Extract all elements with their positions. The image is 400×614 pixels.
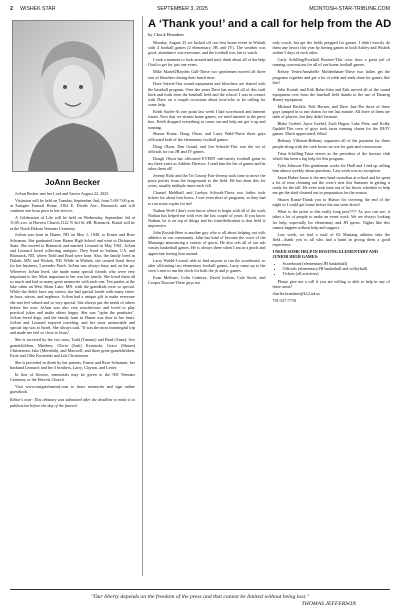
issue-date: SEPTEMBER 3, 2025 (156, 6, 208, 12)
article-paragraph: Evan Mellmer, Colin Crabtree, David Jochim, Cole Stock, and Cooper Doosan-These guys not (148, 274, 266, 285)
obituary-paragraph: A Celebration of Life will be held on Wednesday, September 3rd at 11:00 a.m. at Harvest Church,1122 N 3rd St, #B, Bismarck. Burial will be at the North Dakota Veterans Cemetery. (10, 215, 135, 231)
article-paragraph: Mike Martell/Rayden Gall-These two gentlemen moved all three sets of bleachers during their lunch time. (148, 69, 266, 80)
footer-quote (10, 589, 390, 608)
obituary-paragraph: She is survived by her two sons, Todd (Tammy) and Brad (Anne); five grandchildren, Matthew, Olivia (Josh) Kosienski, Grace (Shawn) Christensen, Jake (Meredith), and Maxwell; and three great-grandchildren, Essie and Ollie Kosienski and Lila Christensen. (10, 337, 135, 358)
article-paragraph: Chantel Mehlhaff and Laekyn Schwab-These two ladies took tickets for about four hours. I was even short of programs, so they had to run some copies for me! (148, 190, 266, 206)
website-link[interactable]: MCINTOSH-STAR-TRIBUNE.COM (309, 6, 390, 12)
help-heading: I NEED SOME HELP IN HOSTING ELEMENTARY AND JUNIOR HIGH GAMES: (272, 248, 378, 260)
article-paragraph: Carly Schilling/Football Booster-This crew does a great job of running concessions for all of our home football games. (272, 57, 390, 68)
article-paragraph: Dough Olson has officiated EVERY sub-varsity football game in my three years as Athletic Director. I send him the list of games and he takes them all! (148, 155, 266, 172)
article-byline: by Chuck Brandner (148, 32, 184, 37)
obituary-paragraph: JoAnn was born in Hazen, ND on May 1, 1940, to Ernest and Rose Schramm. She graduated from Hazen High School and went to Dickinson State. She moved to Bismarck and married Leonard in May 1961. JoAnn and Leonard loved collecting antiques. They lived in Salinas, CA, and Bismarck, ND, where Todd and Brad were born. Also, the family lived in Duluth, MN, and Wishek, ND. While in Wishek, she created floral decor for her business, Lavender Patch. JoAnn was always busy and on the go. Wherever JoAnn lived, she made many special friends who were very important to her. Most important to her was her family. She loved them all so much and had so many great memories with each one. Tea parties at the lake cabin on West Silent Lake, MN, with the grandkids were so special. While she didn't have any sisters, she had special bonds with many sister-in-laws, nieces, and nephews. JoAnn had a unique gift to make everyone she met feel valued and so very special. She always put the needs of others before her own. JoAnn was also very mischievous and loved to play practical jokes and make others happy. She was "quite the prankster". JoAnn loved dogs, and the family farm in Hazen was dear to her heart. JoAnn and Leonard enjoyed traveling, and her most memorable and special trip was to Israel. She always said, "It was the most meaningful trip and made me feel so close to Jesus". (10, 232, 135, 336)
article-paragraph: Shawn Kuntz, Doug Olson, and Larry Wald-These three guys officiated both of the elementary football games. (148, 131, 266, 142)
obituary-portrait-photo (12, 20, 134, 172)
article-paragraph: Jeremy Rohr and the Tri County Fair-Jeremy took time to move the porta potties from the fairgrounds to the field. He has done this for years, usually multiple times each fall. (148, 172, 266, 189)
quote-text: "Our liberty depends on the freedom of the press and that cannot be limited without being lost." (91, 594, 309, 600)
article-body (148, 40, 390, 305)
article-paragraph: Last week, we had a total of 65 Mustang athletes take the field....thank you to all who had a hand in giving them a good experience. (272, 231, 390, 248)
article-paragraph: Monday, August 25 we kicked off our first home event in Wishek with 4 football games (2 elementary, JH, and JV). The weather was good, attendance was awesome, and the football was fun to watch. (148, 40, 266, 56)
column-divider (142, 16, 143, 576)
obituary-paragraph: She is preceded in death by her parents, Ernest and Rose Schramm; her husband Leonard; and her 3 brothers, Larry, Clayton, and Lester. (10, 359, 135, 370)
obituary-name: JoAnn Becker (44, 178, 101, 187)
article-paragraph: Bethany Villasurt-Bethany organizes all of the payment for these people along with the cash boxes we use for gate and concessions. (272, 138, 390, 149)
article-paragraph: Dave Salwei-Our sound equipment and bleachers are shared with the baseball program. Over the years Dave has moved all of this stuff back and forth from the baseball field and the school. I was in contact with Dave on a couple occasions about how/who to be calling for some help. (148, 81, 266, 108)
section-name: WISHEK STAR (20, 6, 56, 12)
article-column-2 (273, 40, 391, 305)
obituary-paragraph: JoAnn Becker met her Lord and Savior August 22, 2025. (15, 191, 110, 196)
masthead-left (10, 6, 55, 12)
help-list-item: • Tickets (all activities) (283, 271, 391, 276)
article-paragraph: John Kosiak-Here is another guy who is all about helping out with athletics in our community. John has kind of become the voice of the Mustangs announcing a variety of sports. He also refs all of our sub varsity basketball games. He is always there when I am in a pinch and appreciate having him around. (148, 229, 266, 256)
article-paragraph: only coach, but get the fields prepped for games. I didn't exactly do them any favors this year by having games in both Ashley and Wishek within 5 days of each other. (272, 40, 390, 56)
obituary-text (10, 191, 135, 408)
article-paragraph: Jason Huber-Jason is the new head custodian at school and he spent a lot of time cleaning out the crow's nest this Summer in getting it ready for the fall. He even took time out of his hectic schedule to help me get the shed cleaned out in preparation for the season. (272, 174, 390, 196)
page-columns (10, 16, 390, 614)
article-paragraph: Keith Sayler-At one point last week I had scoreboard and internet issues. Now that we stream home games, we need internet in the press box. Keith dropped everything to come out and help me get it up and running. (148, 109, 266, 130)
contact-email[interactable]: charles.brandner@k12.nd.us (272, 290, 320, 296)
quote-attribution: THOMAS JEFFERSON (301, 601, 356, 608)
masthead (10, 4, 390, 14)
article-paragraph: Blake Goebel, Jayce Goebel, Zach Hagen, Luke Pietz, and Kolby Opdahl-This crew of guys took turns running chains for the JH/JV games. Much appreciated, fellas! (272, 121, 390, 137)
article-paragraph: Trina Schilling-Trina serves as the president of the booster club which has been a big help for this program. (272, 150, 390, 161)
article-paragraph: John Kosiak and Erik Bohn-John and Erik moved all of the sound equipment over from the baseball field thanks to the use of Dauerig Honey equipment. (272, 86, 390, 102)
page-number: 2 (10, 6, 13, 12)
article-paragraph: I took a moment to look around and truly think about all of the help I had to get for just one event. (148, 57, 266, 68)
portrait-silhouette-icon (13, 21, 133, 171)
article-paragraph: Tyler Johnson-This gentleman works for Hadl and I end up calling him almost weekly about questions. Last week was no exception. (272, 162, 390, 173)
article-paragraph: Shawn Kuntz-Thank you to Shawn for covering the end of the night so I could get home before the sun went down! (272, 197, 390, 208)
contact-phone: 701-527-7718 (272, 297, 296, 303)
help-list-item: • Officials (elementary/JH basketball and volleyball) (283, 266, 391, 271)
obituary-column (10, 16, 135, 409)
article-paragraph: Kelsey Vetter/Annabelle Moldenhauer-These two ladies get the programs together and get a lot of odds and ends done for games like this! (272, 69, 390, 85)
obituary-paragraph: Visitation will be held on Tuesday, September 2nd, from 5:00-7:00 p.m. at Eastgate Funeral Home, 2302 E. Divide Ave., Bismarck, and will continue one hour prior to her service. (10, 197, 135, 214)
help-list-item: • Scoreboard (elementary/JH basketball) (283, 261, 391, 266)
article-column (148, 16, 390, 305)
article-paragraph: What is the point to this really long post???? As you can see, it takes a lot of people to make an event work. We are always looking for help, especially for elementary and JH sports. Nights like this cannot happen without help and support. (272, 209, 390, 230)
article-paragraph: Nathan Wolf-I don't even know where to begin with all of the work Nathan has helped me with over the last couple of years. If you know Nathan, he is on top of things and his time/dedication to that field is impressive. (148, 207, 266, 228)
help-list (273, 261, 391, 276)
editor-note: Editor's note: This obituary was submitted after the deadline to make it to publication before the day of the funeral. (10, 397, 135, 408)
article-column-1 (148, 40, 266, 305)
article-paragraph: Larry Waldd-I wasn't able to find anyone to run the scoreboard, so after officiating two elementary football games, Larry came up to the crow's nest to run the clock for both the jh and jv games. (148, 257, 266, 273)
article-paragraph: Michael Bechtle, Neil Horner, and Dave Just-The three of these guys jumped in to run chains for me last minute. All three of them are dads of players, but they didn't hesitate. (272, 103, 390, 120)
closing-paragraph: Please give me a call if you are willing or able to help in any of these areas! (272, 278, 390, 289)
obituary-paragraph: Visit www.eastgatefuneral.com to share memories and sign online guestbook. (10, 384, 135, 395)
obituary-paragraph: In lieu of flowers, memorials may be given to the ND Veterans Cemetery or the Harvest Church. (10, 371, 135, 383)
article-paragraph: Doug Olson, Dan Grand, and Jon Scheele-This was the set of officials for our JH and JV games. (148, 143, 266, 154)
article-headline: A ‘Thank you!’ and a call for help from the AD (148, 18, 392, 30)
